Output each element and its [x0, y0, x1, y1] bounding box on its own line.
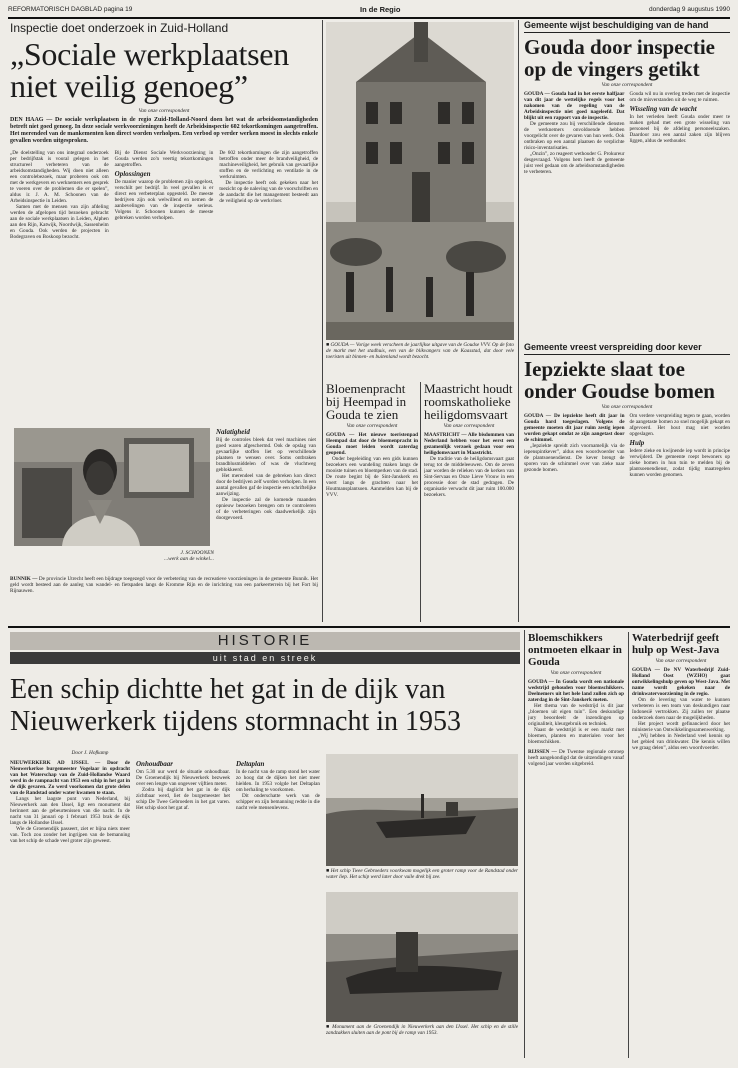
waterbedrijf-body-2: Het project wordt gefinancierd door het ministerie van Ontwikkelingssamenwerking. — [632, 721, 730, 733]
inspectie-sub-oplossingen: Oplossingen — [114, 170, 151, 178]
inspectie-body-3: Bij de Dienst Sociale Werkvoorziening in Gouda werden zo'n veertig tekortkomingen aangetroffen. — [114, 150, 214, 168]
historie-sub-onhoudbaar: Onhoudbaar — [136, 760, 173, 768]
historie-headline — [10, 674, 520, 748]
historie-photo2-caption: ■ Monument aan de Groenendijk in Nieuwerkerk aan den IJssel. Het schip en de stille zandzakken sluiten aan de pont bij de ramp van 1953. — [326, 1024, 518, 1036]
historie-body-3: Om 5.30 uur werd de situatie onhoudbaar. De Groenendijk bij Nieuwerkerk bezweek over een lengte van ongeveer vijftien meter. — [136, 769, 230, 787]
iepziekte-headline: Iepziekte slaat toe onder Goudse bomen — [524, 357, 715, 403]
historie-band-sub: uit stad en streek — [212, 653, 318, 663]
historie-headline-1: Een schip dichtte het gat in de dijk van — [10, 674, 446, 705]
iepziekte-sub: Hulp — [629, 439, 645, 447]
bloemschikkers-byline: Van onze correspondent — [550, 670, 602, 676]
inspectie-side-column — [216, 428, 316, 568]
gouda-market-photo — [326, 22, 514, 340]
rijssen-text: De Twentse regionale omroep heeft aangekondigd dat de uitzendingen vanaf volgend jaar worden uitgebreid. — [528, 749, 624, 767]
gouda-photo-caption-text: GOUDA — Vorige week verscheen de jaarlijkse uitgave van de Goudse VVV. Op de foto de markt met het stadhuis, een van de blikvangers van de Kaasstad, dat door vele toeristen uit binnen- en buitenland wordt bezocht. — [326, 342, 514, 360]
inspectie-body-4: De manier waarop de problemen zijn opgelost, verschilt per bedrijf. In veel gevallen is er direct een verbeterplan opgesteld. De meeste bedrijven zijn ook welwillend en nemen de aanbevelingen van de inspectie serieus. Volgens ir. Schoonen kunnen de meeste gebreken worden verholpen. — [114, 179, 214, 221]
wissel-body-2: „Onzin”, zo reageert wethouder G. Prokureur desgevraagd. Volgens hem heeft de gemeente juist veel gedaan om de arbeidsomstandigheden te verbeteren. — [524, 151, 625, 175]
monument-illustration — [326, 892, 518, 1022]
waterbedrijf-lead: GOUDA — De NV Waterbedrijf Zuid-Holland Oost (WZHO) gaat ontwikkelingshulp geven op West-Java. Met name wordt gekeken naar de drinkwatervoorziening in de regio. — [632, 667, 730, 697]
historie-photo1-caption-text: Het schip Twee Gebroeders voorkwam mogelijk een groter ramp voor de Randstad onder water liep. Het schip werd later door vuile drek bij zee. — [326, 868, 518, 880]
waterbedrijf-body-3: „Wij hebben in Nederland veel kennis op het gebied van drinkwater. Die kennis willen we graag delen”, aldus een woordvoerder. — [632, 733, 730, 751]
stadhuis-illustration — [326, 22, 514, 340]
wissel-byline: Van onze correspondent — [601, 82, 653, 88]
historie-byline: Door J. Hofkamp — [71, 750, 109, 756]
inspectie-body-5: De 602 tekortkomingen die zijn aangetroffen betroffen onder meer de brandveiligheid, de machineveiligheid, het gebruik van gevaarlijke stoffen en de verlichting en ventilatie in de werkruimten. — [219, 150, 318, 180]
waterbedrijf-article — [632, 632, 730, 1058]
wissel-sub: Wisseling van de wacht — [629, 105, 697, 113]
inspectie-headline-1: „Sociale werkplaatsen — [10, 36, 289, 72]
bloemschikkers-article — [528, 632, 624, 1058]
iepziekte-body-2: Om verdere verspreiding tegen te gaan, worden de aangetaste bomen zo snel mogelijk gekapt en afgevoerd. Het hout mag niet worden opgeslagen. — [629, 413, 730, 437]
inspectie-lead: DEN HAAG — De sociale werkplaatsen in de regio Zuid-Holland-Noord doen het wat de arbeidsomstandigheden betreft niet goed genoeg. In deze sociale werkvoorzieningen heeft de Arbeidsinspectie 602 tekortkomingen aangetroffen. Het merendeel van de mankementen kon direct worden verholpen. Een verbod op verder werken moest in slechts enkele gevallen worden uitgesproken. — [10, 117, 318, 144]
historie-band — [10, 632, 520, 672]
inspectie-headline-2: niet veilig genoeg” — [10, 68, 248, 104]
historie-lead: NIEUWERKERK AD IJSSEL — Door de Nieuwerkerkse burgemeester Vogelaar in opdracht van het Waterschap van de Zuid-Hollandse Waard werd in de rampnacht van 1953 een schip in het gat in de dijk gevaren. Zo werd voorkomen dat grote delen van de Randstad onder water kwamen te staan. — [10, 760, 130, 796]
masthead-section: In de Regio — [360, 5, 401, 14]
wissel-body-1: De gemeente zou bij verschillende diensten de werknemers onvoldoende hebben voorgelicht over de gevaren van hun werk. Ook ontbraken op een aantal plaatsen de verplichte risico-inventarisaties. — [524, 121, 625, 151]
iepziekte-article — [524, 342, 730, 622]
historie-col-3 — [236, 760, 320, 1058]
inspectie-kicker: Inspectie doet onderzoek in Zuid-Holland — [10, 21, 229, 35]
maastricht-body: De traditie van de heiligdomsvaart gaat terug tot de middeleeuwen. Om de zeven jaar worden de relieken van de kerken van Sint-Servaas en Onze Lieve Vrouw in een processie door de stad gedragen. De organisatie verwacht dit jaar ruim 100.000 bezoekers. — [424, 456, 514, 498]
schoonen-caption-name: J. SCHOONEN — [180, 550, 214, 556]
bloemenpracht-byline: Van onze correspondent — [346, 423, 398, 429]
historie-body-4: Zodra bij daglicht het gat in de dijk zichtbaar werd, liet de burgemeester het schip De Twee Gebroeders in het gat varen. Het schip sloot het gat af. — [136, 787, 230, 811]
historie-band-title: HISTORIE — [217, 632, 313, 649]
iepziekte-body-3: Iedere zieke en kwijnende iep wordt in principe verwijderd. De gemeente roept bewoners op zieke bomen in hun tuin te melden bij de plantsoenendienst, zodat tijdig maatregelen kunnen worden genomen. — [629, 448, 730, 478]
wissel-headline: Gouda door inspectie op de vingers getikt — [524, 35, 715, 81]
bloemenpracht-headline: Bloemenpracht bij Heempad in Gouda te zien — [326, 382, 407, 422]
masthead-date: donderdag 9 augustus 1990 — [649, 6, 730, 13]
waterbedrijf-headline: Waterbedrijf geeft hulp op West-Java — [632, 632, 720, 656]
bloemenpracht-lead: GOUDA — Het nieuwe toeristenpad Heempad dat door de bloemenpracht in Gouda moet leiden wordt zaterdag geopend. — [326, 432, 418, 456]
masthead — [8, 5, 730, 17]
historie-headline-2: Nieuwerkerk tijdens stormnacht in 1953 — [10, 706, 462, 737]
inspectie-body-1: „De doelstelling van ons integraal onderzoek per bedrijfstak is vooral gelegen in het structureel verbeteren van de arbeidsomstandigheden. Wij doen niet alleen een controlebezoek, maar proberen ook om met de werkgevers en werknemers een gesprek te voeren over de problemen die er spelen”, aldus ir. J. A. M. Schoonen van de Arbeidsinspectie in Leiden. — [10, 150, 109, 204]
historie-ship-photo — [326, 754, 518, 866]
historie-body-6: Dit onderschatte werk van de schipper en zijn bemanning redde in die nacht vele mensenlevens. — [236, 793, 320, 811]
wissel-body-3: Gouda wil nu in overleg treden met de inspectie om de misverstanden uit de weg te ruimen. — [629, 91, 730, 103]
schoonen-caption — [90, 550, 214, 566]
inspectie-body-8: Het merendeel van de gebreken kon direct door de bedrijven zelf worden verholpen. In een aantal gevallen gaf de inspectie een schriftelijke aanwijzing. — [216, 473, 316, 497]
bloemenpracht-body: Onder begeleiding van een gids kunnen bezoekers een wandeling maken langs de mooiste tuinen en bloemperken van de stad. De route begint bij de Sint-Janskerk en voert langs de grachten naar het Houtmansplantsoen. Aanmelden kan bij de VVV. — [326, 456, 418, 498]
schoonen-caption-sub: ...werk aan de winkel... — [164, 556, 214, 562]
inspectie-sub-nalatigheid: Nalatigheid — [216, 428, 250, 436]
bloemschikkers-lead: GOUDA — In Gouda wordt een nationale wedstrijd gehouden voor bloemschikkers. Deelnemers uit het hele land zullen zich op zaterdag in de Sint-Janskerk meten. — [528, 679, 624, 703]
iepziekte-kicker: Gemeente vreest verspreiding door kever — [524, 342, 702, 352]
waterbedrijf-body-1: Om de levering van water te kunnen verbeteren is een team van deskundigen naar Indonesië vertrokken. Zij zullen ter plaatse onderzoek doen naar de mogelijkheden. — [632, 697, 730, 721]
bloemschikkers-headline: Bloemschikkers ontmoeten elkaar in Gouda — [528, 632, 622, 668]
portrait-illustration — [14, 428, 210, 546]
wissel-body-4: In het verleden heeft Gouda onder meer te maken gehad met een grote wisseling van personeel bij de afdeling personeelszaken. Daardoor zou een aantal zaken zijn blijven liggen, aldus de wethouder. — [629, 114, 730, 144]
historie-monument-photo — [326, 892, 518, 1022]
historie-col-2 — [136, 760, 230, 1058]
historie-body-1: Langs het laagste punt van Nederland, bij Nieuwerkerk aan den IJssel, ligt een monument dat herinnert aan de gebeurtenissen van die nacht. In de nacht van 31 januari op 1 februari 1953 brak de dijk langs de Hollandse IJssel. — [10, 796, 130, 826]
bloemschikkers-body-1: Het thema van de wedstrijd is dit jaar „bloemen uit eigen tuin”. Een deskundige jury beoordeelt de inzendingen op originaliteit, kleurgebruik en techniek. — [528, 703, 624, 727]
bloemschikkers-body-2: Naast de wedstrijd is er een markt met bloemen, planten en materialen voor het bloemschikken. — [528, 727, 624, 745]
iepziekte-body-1: „Iepziekte spreidt zich voornamelijk via de iepenspintkever”, aldus een woordvoerder van de plantsoenendienst. De kever brengt de sporen van de schimmel over van zieke naar gezonde bomen. — [524, 443, 625, 473]
historie-body-5: In de nacht van de ramp stond het water zo hoog dat de dijken het niet meer hielden. In 1953 volgde het Deltaplan om herhaling te voorkomen. — [236, 769, 320, 793]
wissel-kicker: Gemeente wijst beschuldiging van de hand — [524, 20, 709, 30]
ship-illustration — [326, 754, 518, 866]
bloemenpracht-article — [326, 382, 418, 622]
historie-body-2: Wie de Groenendijk passeert, ziet er bijna niets meer van. Toch zou zonder het ingrijpen van de bemanning van het schip de schade veel groter zijn geweest. — [10, 826, 130, 844]
historie-photo2-caption-text: Monument aan de Groenendijk in Nieuwerkerk aan den IJssel. Het schip en de stille zandzakken sluiten aan de pont bij de ramp van 1953. — [326, 1024, 518, 1036]
maastricht-lead: MAASTRICHT — Alle bisdommen van Nederland hebben voor het eerst een gezamenlijk verzoek gedaan voor een heiligdomsvaart in Maastricht. — [424, 432, 514, 456]
maastricht-byline: Van onze correspondent — [443, 423, 495, 429]
wissel-lead: GOUDA — Gouda had in het eerste halfjaar van dit jaar de wettelijke regels voor het nakomen van de regeling van de Arbeidsinspectie niet goed nageleefd. Dat blijkt uit een rapport van de inspectie. — [524, 91, 625, 121]
bunnik-brief — [10, 576, 318, 624]
iepziekte-lead: GOUDA — De iepziekte heeft dit jaar in Gouda hard toegeslagen. Volgens de gemeente moeten dit jaar ruim zestig iepen worden gekapt omdat ze zijn aangetast door de schimmel. — [524, 413, 625, 443]
masthead-left: REFORMATORISCH DAGBLAD pagina 19 — [8, 6, 133, 13]
inspectie-byline: Van onze correspondent — [138, 108, 190, 114]
gouda-photo-caption: ■ GOUDA — Vorige week verscheen de jaarlijkse uitgave van de Goudse VVV. Op de foto de markt met het stadhuis, een van de blikvangers van de Kaasstad, dat door vele toeristen uit binnen- en buitenland wordt bezocht. — [326, 342, 514, 360]
inspectie-body-2: Samen met de mensen van zijn afdeling werden de afgelopen tijd bezoeken gebracht aan de sociale werkplaatsen in Leiden, Alphen aan den Rijn, Katwijk, Noordwijk, Sassenheim en Gouda. Ook werden de projecten in Bodegraven en Boskoop bezocht. — [10, 204, 109, 240]
iepziekte-byline: Van onze correspondent — [601, 404, 653, 410]
inspectie-body-6: De inspectie heeft ook gekeken naar het toezicht op de naleving van de voorschriften en de aandacht die het management besteedt aan de veiligheid op de werkvloer. — [219, 180, 318, 204]
inspectie-body-9: De inspectie zal de komende maanden opnieuw bezoeken brengen om te controleren of de verbeteringen ook daadwerkelijk zijn doorgevoerd. — [216, 497, 316, 521]
schoonen-photo — [14, 428, 210, 546]
historie-col-1 — [10, 760, 130, 1058]
waterbedrijf-byline: Van onze correspondent — [655, 658, 707, 664]
historie-photo1-caption: ■ Het schip Twee Gebroeders voorkwam mogelijk een groter ramp voor de Randstad onder water liep. Het schip werd later door vuile drek bij zee. — [326, 868, 518, 880]
inspectie-body-7: Bij de controles bleek dat veel machines niet goed waren afgeschermd. Ook de opslag van gevaarlijke stoffen liet op verschillende plaatsen te wensen over. Soms ontbraken brandblusmiddelen of was de vluchtweg geblokkeerd. — [216, 437, 316, 473]
bunnik-text: De provincie Utrecht heeft een bijdrage toegezegd voor de verbetering van de recreatieve voorzieningen in de gemeente Bunnik. Het geld wordt besteed aan de aanleg van wandel- en fietspaden langs de Kromme Rijn en de inrichting van een parkeerterrein bij het Fort bij Rijnauwen. — [10, 576, 318, 594]
maastricht-article — [424, 382, 514, 622]
bunnik-tag: BUNNIK — — [10, 576, 38, 582]
rijssen-tag: RIJSSEN — — [528, 749, 557, 755]
wissel-article — [524, 20, 730, 338]
maastricht-headline: Maastricht houdt roomskatholieke heiligdomsvaart — [424, 382, 513, 422]
historie-sub-deltaplan: Deltaplan — [236, 760, 265, 768]
